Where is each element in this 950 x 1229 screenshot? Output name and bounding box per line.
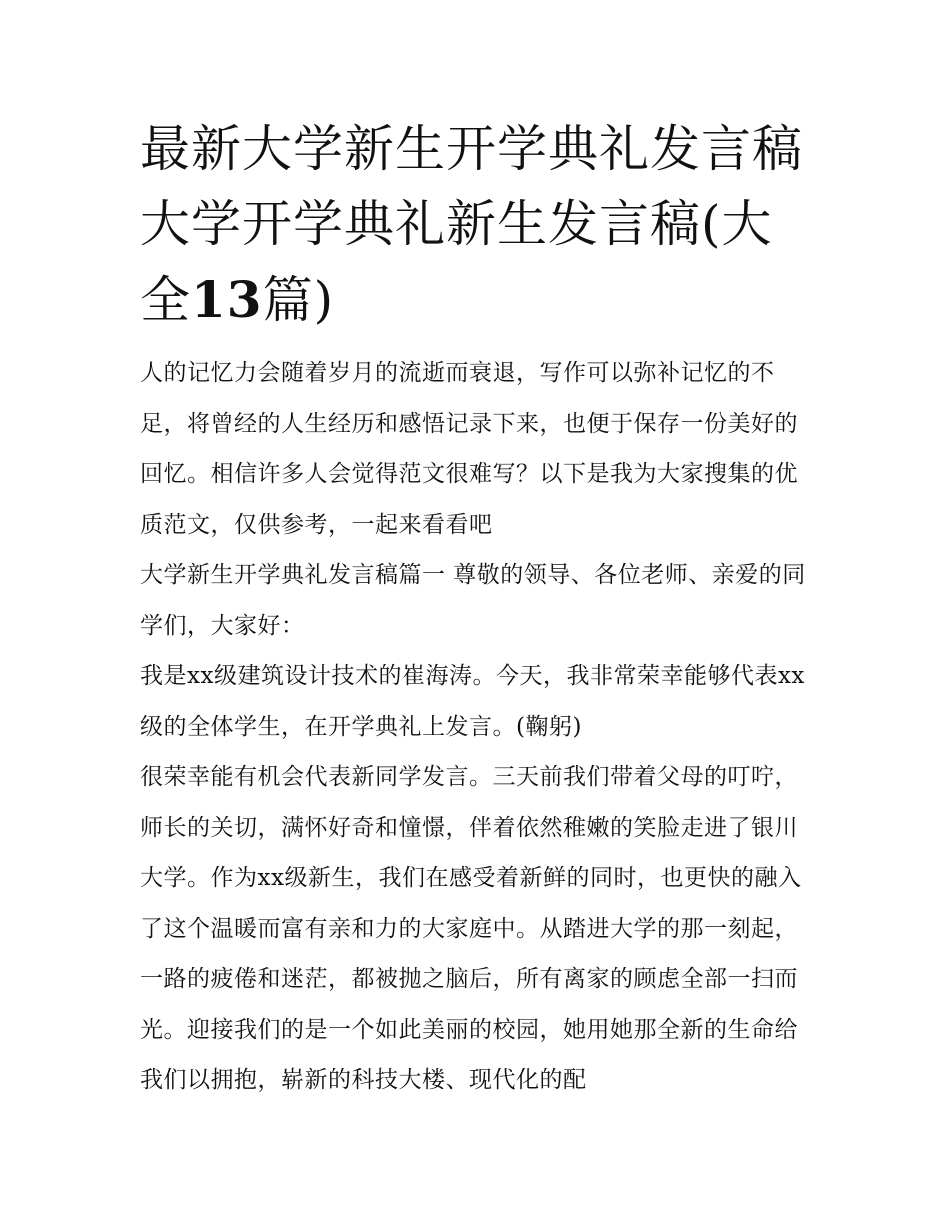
title-number: 13 [191,270,263,329]
document-page [140,112,820,1106]
paragraph-self-intro: 我是xx级建筑设计技术的崔海涛。今天，我非常荣幸能够代表xx级的全体学生，在开学典礼上发言。(鞠躬) [140,663,805,740]
paragraph-intro: 人的记忆力会随着岁月的流逝而衰退，写作可以弥补记忆的不足，将曾经的人生经历和感悟记录下来，也便于保存一份美好的回忆。相信许多人会觉得范文很难写？以下是我为大家搜集的优质范文，仅供参考，一起来看看吧 [140,360,798,538]
paragraph-greeting: 大学新生开学典礼发言稿篇一 尊敬的领导、各位老师、亲爱的同学们，大家好： [140,562,806,639]
paragraph-main: 很荣幸能有机会代表新同学发言。三天前我们带着父母的叮咛，师长的关切，满怀好奇和憧憬，伴着依然稚嫩的笑脸走进了银川大学。作为xx级新生，我们在感受着新鲜的同时，也更快的融入了这个温暖而富有亲和力的大家庭中。从踏进大学的那一刻起，一路的疲倦和迷茫，都被抛之脑后，所有离家的顾虑全部一扫而光。迎接我们的是一个如此美丽的校园，她用她那全新的生命给我们以拥抱，崭新的科技大楼、现代化的配 [140,764,802,1093]
document-body [140,348,820,1106]
document-title: 最新大学新生开学典礼发言稿大学开学典礼新生发言稿(大全13篇) [140,120,803,329]
